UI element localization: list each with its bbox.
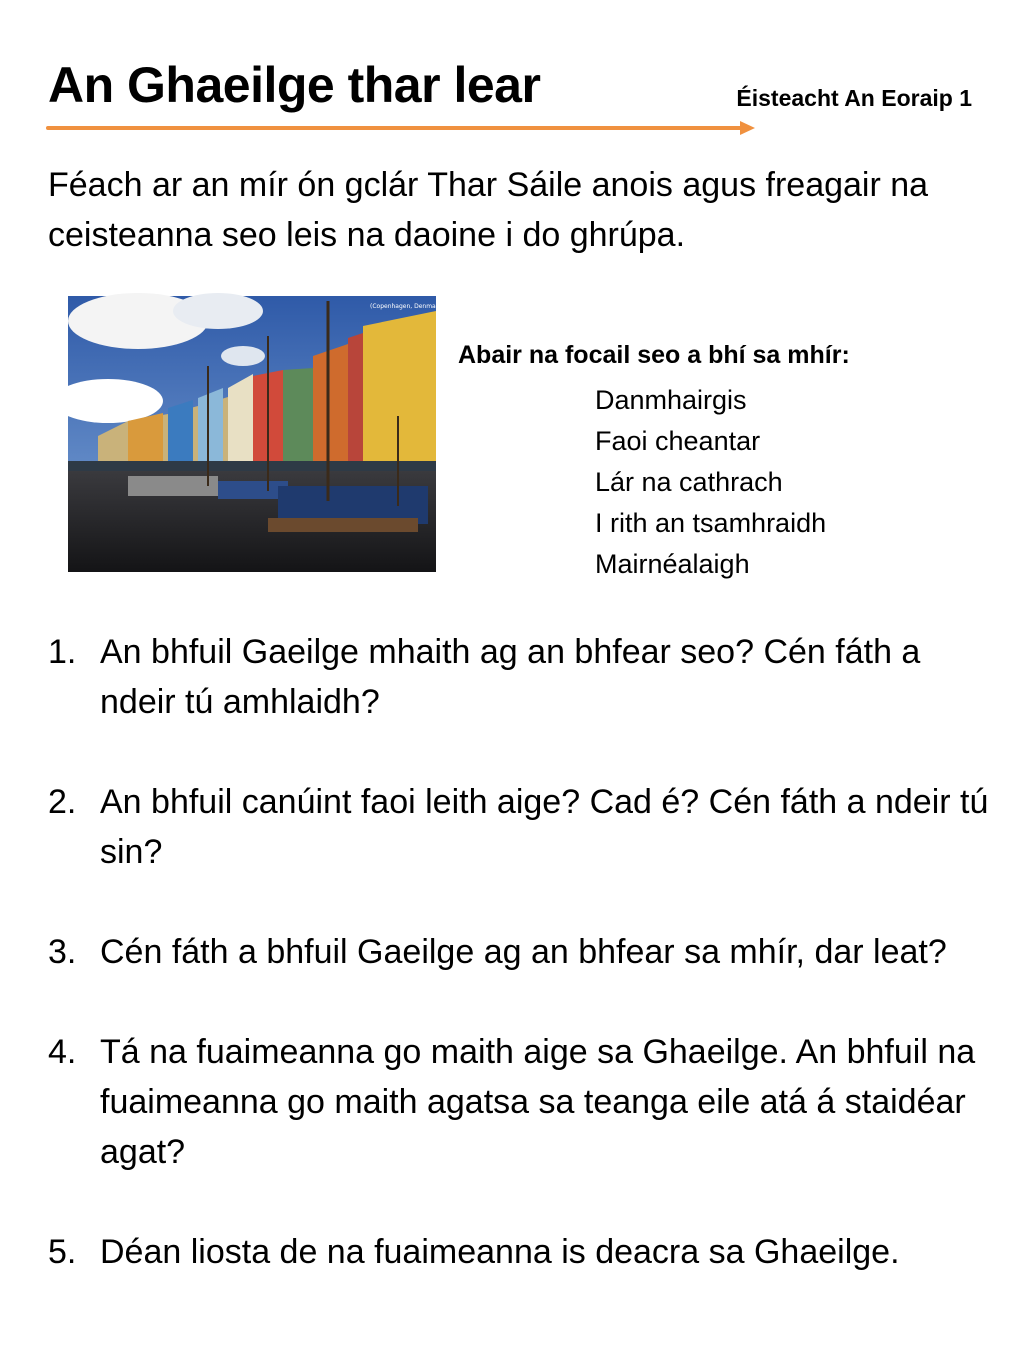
photo-watermark: (Copenhagen, Denmark)	[370, 303, 445, 310]
question-number: 2.	[48, 783, 77, 821]
question-number: 4.	[48, 1033, 77, 1071]
question-text: An bhfuil canúint faoi leith aige? Cad é? Cén fáth a ndeir tú sin?	[100, 783, 989, 871]
harbour-photo	[68, 296, 445, 572]
intro-text: Féach ar an mír ón gclár Thar Sáile anois agus freagair na ceisteanna seo leis na daoine i do ghrúpa.	[48, 166, 929, 254]
vocabulary-heading: Abair na focail seo a bhí sa mhír:	[458, 341, 850, 369]
question-text: An bhfuil Gaeilge mhaith ag an bhfear seo? Cén fáth a ndeir tú amhlaidh?	[100, 633, 921, 721]
question-text: Tá na fuaimeanna go maith aige sa Ghaeilge. An bhfuil na fuaimeanna go maith agatsa sa teanga eile atá á staidéar agat?	[100, 1033, 976, 1171]
vocabulary-item: I rith an tsamhraidh	[595, 508, 827, 538]
vocabulary-item: Danmhairgis	[595, 385, 747, 415]
question-text: Cén fáth a bhfuil Gaeilge ag an bhfear sa mhír, dar leat?	[100, 933, 947, 971]
question-number: 3.	[48, 933, 77, 971]
vocabulary-item: Mairnéalaigh	[595, 549, 750, 579]
question-text: Déan liosta de na fuaimeanna is deacra sa Ghaeilge.	[100, 1233, 900, 1271]
vocabulary-item: Lár na cathrach	[595, 467, 783, 497]
page-subtitle: Éisteacht An Eoraip 1	[736, 85, 972, 111]
vocabulary-item: Faoi cheantar	[595, 426, 761, 456]
vocabulary-list	[595, 380, 826, 585]
question-item	[48, 1027, 998, 1177]
question-item	[48, 777, 998, 877]
question-item	[48, 1227, 998, 1277]
page-title: An Ghaeilge thar lear	[48, 57, 541, 113]
question-number: 1.	[48, 633, 77, 671]
question-item	[48, 927, 998, 977]
title-underline-arrow	[44, 119, 756, 137]
question-item	[48, 627, 998, 727]
question-number: 5.	[48, 1233, 77, 1271]
question-list	[48, 627, 998, 1327]
